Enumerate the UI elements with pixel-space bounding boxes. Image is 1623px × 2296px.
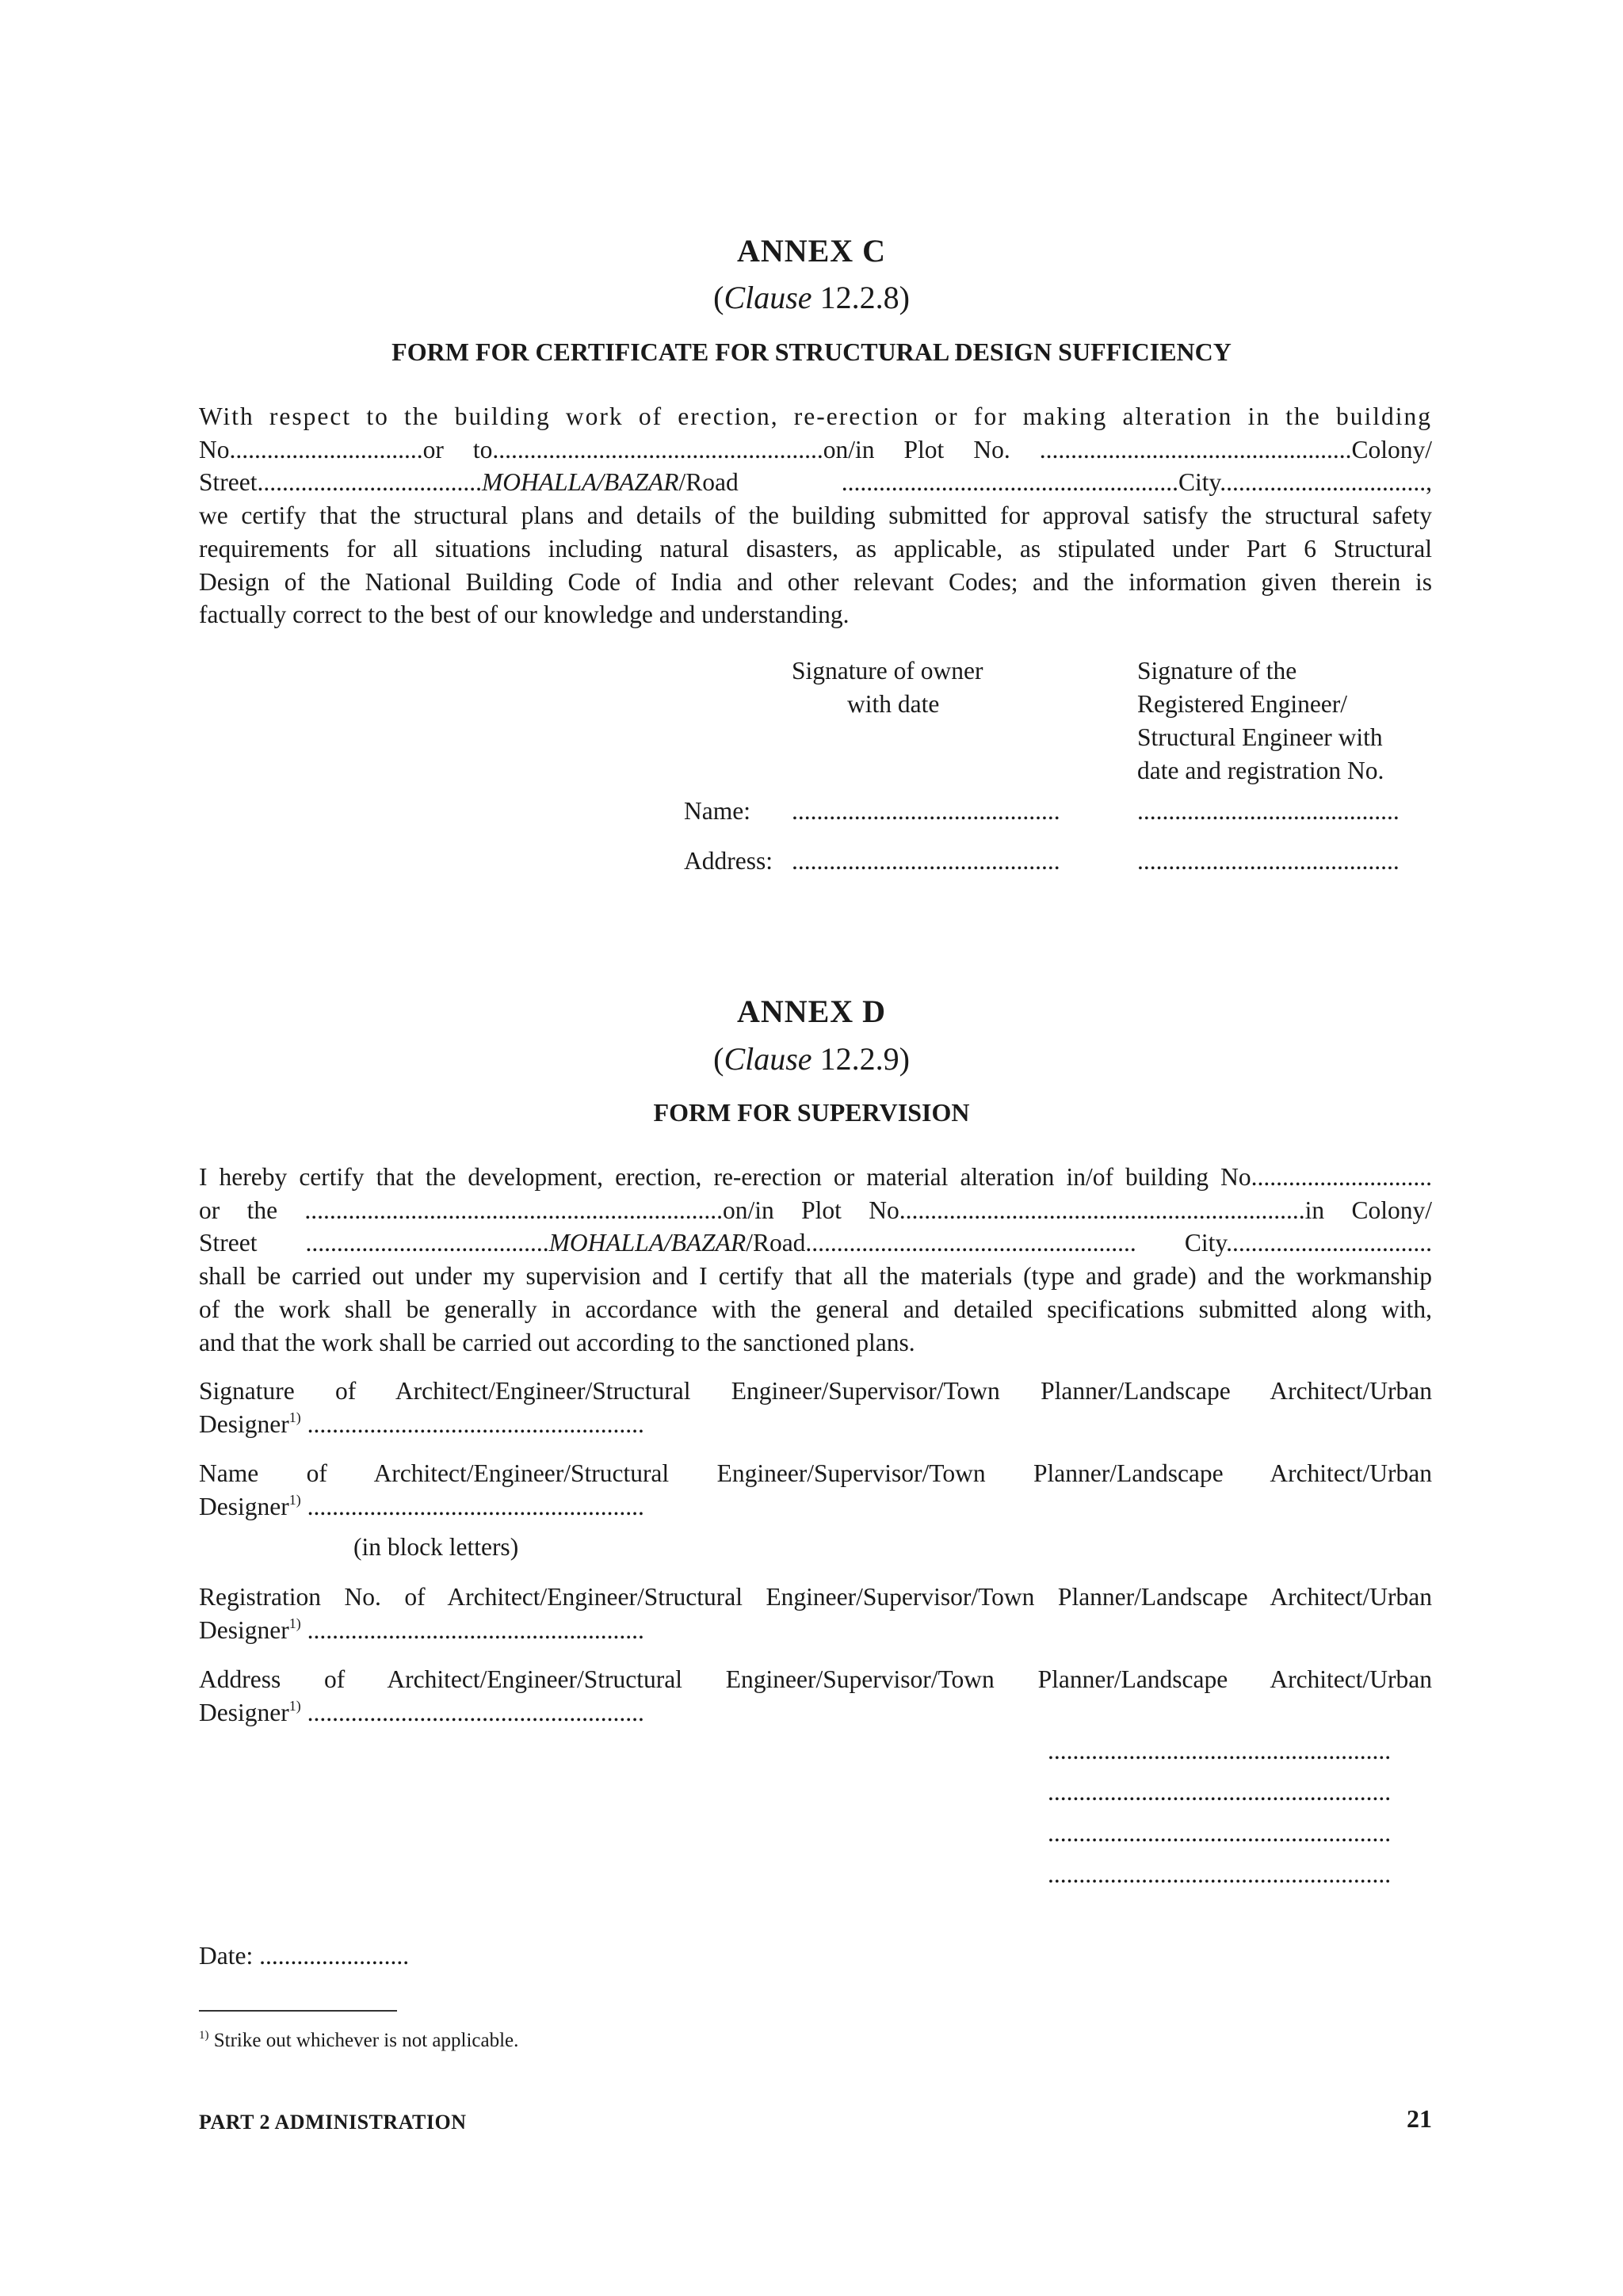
engineer-signature-label: date and registration No. bbox=[1137, 757, 1384, 784]
registration-field: ...................................................... bbox=[307, 1615, 644, 1644]
engineer-name-field: .......................................... bbox=[1137, 797, 1400, 825]
signature-entry bbox=[199, 1375, 1432, 1440]
paragraph-line: we certify that the structural plans and details of the building submitted for approval satisfy the structural safety bbox=[199, 502, 1432, 530]
street-blank: Street ....................................... bbox=[199, 1229, 549, 1257]
address-label: Address: bbox=[684, 847, 773, 875]
annex-c-title: ANNEX C bbox=[736, 233, 887, 269]
annex-c-clause: (Clause 12.2.8) bbox=[713, 280, 910, 315]
signature-line: Signature of Architect/Engineer/Structural Engineer/Supervisor/Town Planner/Landscape Architect/Urban bbox=[199, 1377, 1432, 1405]
footnote-ref: 1) bbox=[288, 1615, 301, 1631]
date-label: Date: bbox=[199, 1942, 254, 1970]
road-city-blank: /Road..................................................... City................................. bbox=[746, 1229, 1432, 1257]
page-number: 21 bbox=[1407, 2104, 1432, 2133]
clause-number: 12.2.8 bbox=[819, 280, 899, 315]
date-field: ........................ bbox=[259, 1942, 410, 1970]
footer-section-label: PART 2 ADMINISTRATION bbox=[199, 2111, 467, 2134]
clause-word: Clause bbox=[724, 1041, 812, 1077]
annex-d-form-title: FORM FOR SUPERVISION bbox=[653, 1098, 970, 1127]
mohalla-bazar-italic: MOHALLA/BAZAR bbox=[548, 1229, 747, 1257]
annex-d-title: ANNEX D bbox=[736, 994, 887, 1029]
designer-line bbox=[199, 1408, 1432, 1441]
paragraph-line: and that the work shall be carried out according to the sanctioned plans. bbox=[199, 1328, 915, 1356]
name-field: ...................................................... bbox=[307, 1492, 644, 1520]
footnote-ref: 1) bbox=[288, 1491, 301, 1508]
name-label: Name: bbox=[684, 797, 750, 825]
designer-word: Designer bbox=[199, 1698, 289, 1726]
engineer-signature-label: Structural Engineer with bbox=[1137, 723, 1383, 751]
name-entry bbox=[199, 1457, 1432, 1523]
date-entry bbox=[199, 1939, 409, 1973]
footnote-text: Strike out whichever is not applicable. bbox=[213, 2030, 519, 2051]
engineer-signature-label: Signature of the bbox=[1137, 657, 1297, 685]
paragraph-line: Design of the National Building Code of India and other relevant Codes; and the information given therein is bbox=[199, 567, 1432, 596]
address-entry bbox=[199, 1663, 1432, 1729]
address-continuation-field: ....................................................... bbox=[1048, 1819, 1392, 1847]
annex-d-paragraph bbox=[199, 1161, 1432, 1359]
footnote-ref: 1) bbox=[288, 1697, 301, 1714]
designer-word: Designer bbox=[199, 1409, 289, 1438]
mohalla-bazar-italic: MOHALLA/BAZAR bbox=[481, 468, 679, 497]
paragraph-line: requirements for all situations including natural disasters, as applicable, as stipulated under Part 6 Structural bbox=[199, 534, 1432, 563]
engineer-signature-label: Registered Engineer/ bbox=[1137, 690, 1348, 718]
designer-word: Designer bbox=[199, 1615, 289, 1644]
owner-signature-label: Signature of owner bbox=[792, 657, 983, 685]
footnote-divider bbox=[199, 2010, 397, 2012]
engineer-address-field: .......................................... bbox=[1137, 847, 1400, 875]
address-continuation-field: ....................................................... bbox=[1048, 1778, 1392, 1806]
owner-address-field: ........................................... bbox=[792, 847, 1060, 875]
paragraph-line bbox=[199, 1226, 1432, 1260]
paragraph-line: No...............................or to.....................................................on/in Plot No. ..................................................Colony/ bbox=[199, 435, 1432, 463]
owner-signature-date-label: with date bbox=[847, 690, 940, 718]
footnote-ref: 1) bbox=[288, 1409, 301, 1425]
designer-line bbox=[199, 1614, 1432, 1647]
annex-c-form-title: FORM FOR CERTIFICATE FOR STRUCTURAL DESIGN SUFFICIENCY bbox=[391, 338, 1232, 366]
clause-number: 12.2.9 bbox=[819, 1041, 899, 1077]
address-continuation-field: ....................................................... bbox=[1048, 1737, 1392, 1764]
footnote bbox=[199, 2030, 518, 2052]
road-city-blank: /Road ......................................................City................................., bbox=[678, 468, 1432, 497]
registration-line: Registration No. of Architect/Engineer/Structural Engineer/Supervisor/Town Planner/Landscape Architect/Urban bbox=[199, 1583, 1432, 1611]
paragraph-line bbox=[199, 466, 1432, 499]
clause-word: Clause bbox=[724, 280, 812, 315]
address-line: Address of Architect/Engineer/Structural Engineer/Supervisor/Town Planner/Landscape Architect/Urban bbox=[199, 1665, 1432, 1693]
paragraph-line: shall be carried out under my supervision and I certify that all the materials (type and grade) and the workmanship bbox=[199, 1262, 1432, 1291]
designer-line bbox=[199, 1490, 1432, 1524]
registration-entry bbox=[199, 1581, 1432, 1646]
name-line: Name of Architect/Engineer/Structural Engineer/Supervisor/Town Planner/Landscape Architect/Urban bbox=[199, 1459, 1432, 1487]
address-continuation-field: ....................................................... bbox=[1048, 1860, 1392, 1888]
block-letters-note: (in block letters) bbox=[353, 1533, 519, 1561]
paragraph-line: or the ...................................................................on/in Plot No.................................................................in Colony/ bbox=[199, 1196, 1432, 1224]
annex-c-paragraph bbox=[199, 400, 1432, 631]
address-field: ...................................................... bbox=[307, 1698, 644, 1726]
signature-field: ...................................................... bbox=[307, 1409, 644, 1438]
owner-name-field: ........................................... bbox=[792, 797, 1060, 825]
street-blank: Street.................................... bbox=[199, 468, 482, 497]
paragraph-line: of the work shall be generally in accordance with the general and detailed specifications submitted along with, bbox=[199, 1295, 1432, 1323]
footnote-mark: 1) bbox=[199, 2029, 209, 2042]
paragraph-line: With respect to the building work of erection, re-erection or for making alteration in the building bbox=[199, 402, 1432, 430]
paragraph-line: I hereby certify that the development, erection, re-erection or material alteration in/of building No............................. bbox=[199, 1163, 1432, 1191]
paragraph-line: factually correct to the best of our knowledge and understanding. bbox=[199, 601, 850, 629]
designer-line bbox=[199, 1696, 1432, 1730]
annex-d-clause: (Clause 12.2.9) bbox=[713, 1041, 910, 1077]
designer-word: Designer bbox=[199, 1492, 289, 1520]
